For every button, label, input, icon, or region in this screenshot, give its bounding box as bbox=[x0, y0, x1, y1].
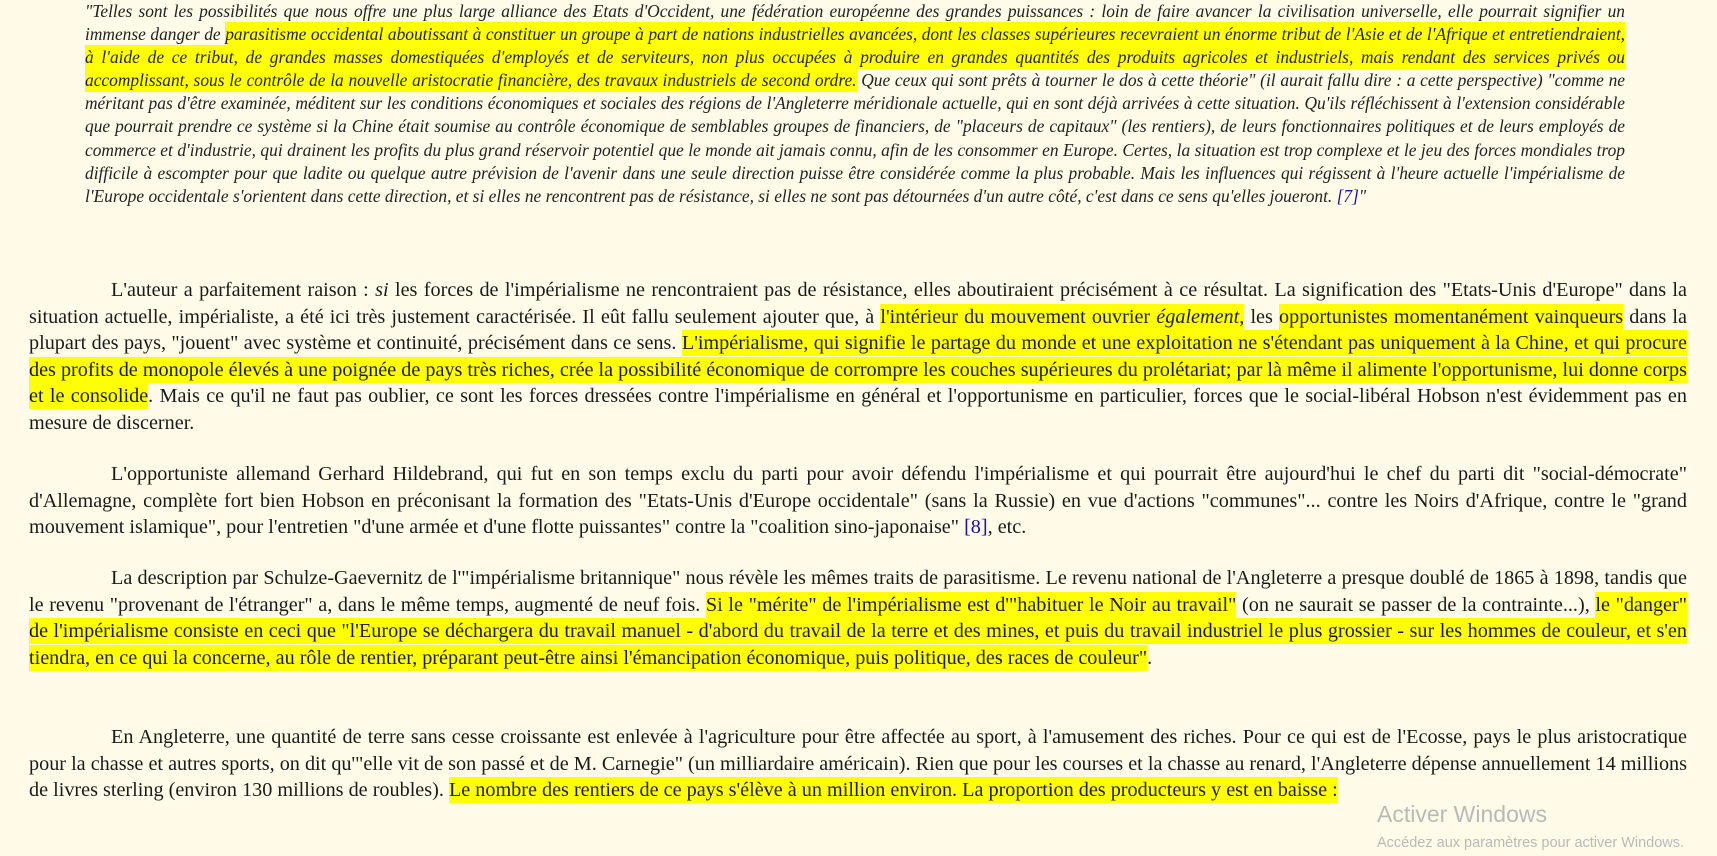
text: . Mais ce qu'il ne faut pas oublier, ce sont les forces dressées contre l'impérialisme en général et l'opportunisme en particulier, forces que le social-libéral Hobson n'est évidemment pas en mesure de discerner. bbox=[29, 385, 1687, 434]
quote-highlight: parasitisme occidental aboutissant à constituer un groupe à part de nations industrielles avancées, dont les classes supérieures recevraient un énorme tribut de l'Asie et de l'Afrique et entretiendraient, à l'aide de ce tribut, de grandes masses domestiquées d'employés et de serviteurs, non plus occupées à produire en grandes quantités des produits agricoles et industriels, mais rendant des services privés ou accomplissant, sous le contrôle de la nouvelle aristocratie financière, des travaux industriels de second ordre. bbox=[85, 24, 1626, 91]
footnote-link-8[interactable]: [8] bbox=[964, 516, 988, 539]
text: . bbox=[1147, 646, 1153, 669]
text: En Angleterre, une quantité de terre sans cesse croissante est enlevée à l'agriculture pour être affectée au sport, à l'amusement des riches. Pour ce qui est de l'Ecosse, pays le plus aristocratique pour la chasse et autres sports, on dit qu'"elle vit de son passé et de M. Carnegie" (un milliardaire américain). Rien que pour les courses et la chasse au renard, l'Angleterre dépense annuellement 14 millions de livres sterling (environ 130 millions de roubles). bbox=[29, 726, 1687, 802]
paragraph-3 bbox=[29, 565, 1687, 671]
text: L'opportuniste allemand Gerhard Hildebrand, qui fut en son temps exclu du parti pour avoir défendu l'impérialisme et qui pourrait être aujourd'hui le chef du parti dit "social-démocrate" d'Allemagne, complète fort bien Hobson en préconisant la formation des "Etats-Unis d'Europe occidentale" (sans la Russie) en vue d'actions "communes"... contre les Noirs d'Afrique, contre le "grand mouvement islamique", pour l'entretien "d'une armée et d'une flotte puissantes" contre la "coalition sino-japonaise" bbox=[29, 463, 1687, 539]
watermark-title: Activer Windows bbox=[1377, 801, 1547, 827]
footnote-link-7[interactable]: [7] bbox=[1336, 185, 1359, 206]
highlight bbox=[880, 304, 1244, 330]
highlight: Le nombre des rentiers de ce pays s'élève à un million environ. La proportion des producteurs y est en baisse : bbox=[448, 779, 1338, 802]
highlight: le "danger" de l'impérialisme consiste en ceci que "l'Europe se déchargera du travail manuel - d'abord du travail de la terre et des mines, et puis du travail industriel le plus grossier - sur les hommes de couleur, et s'en tiendra, en ce qui la concerne, au rôle de rentier, préparant peut-être ainsi l'émancipation économique, puis politique, des races de couleur" bbox=[29, 593, 1687, 669]
text: dans la plupart des pays, "jouent" avec système et continuité, précisément dans ce sens. bbox=[29, 305, 1687, 355]
paragraph-1 bbox=[29, 277, 1687, 437]
paragraph-4 bbox=[29, 724, 1687, 804]
emphasis: également bbox=[1156, 305, 1240, 328]
watermark-subtitle: Accédez aux paramètres pour activer Windows. bbox=[1377, 835, 1685, 851]
text: La description par Schulze-Gaevernitz de l'"impérialisme britannique" nous révèle les mêmes traits de parasitisme. Le revenu national de l'Angleterre a presque doublé de 1865 à 1898, tandis que le revenu "provenant de l'étranger" a, dans le même temps, augmenté de neuf fois. bbox=[29, 567, 1687, 616]
highlight: opportunistes momentanément vainqueurs bbox=[1279, 305, 1624, 328]
highlight-text: l'intérieur du mouvement ouvrier bbox=[880, 305, 1157, 328]
block-quote bbox=[85, 0, 1625, 208]
highlight-text: , bbox=[1239, 305, 1245, 328]
text: , etc. bbox=[987, 516, 1027, 539]
highlight: Si le "mérite" de l'impérialisme est d'"habituer le Noir au travail" bbox=[705, 593, 1237, 616]
windows-activation-watermark bbox=[1377, 800, 1684, 854]
highlight: L'impérialisme, qui signifie le partage du monde et une exploitation ne s'étendant pas uniquement à la Chine, et qui procure des profits de monopole élevés à une poignée de pays très riches, crée la possibilité économique de corrompre les couches supérieures du prolétariat; par là même il alimente l'opportunisme, lui donne corps et le consolide bbox=[29, 332, 1687, 408]
text: (on ne saurait se passer de la contrainte...), bbox=[1236, 593, 1596, 616]
text: les bbox=[1244, 305, 1279, 328]
text: L'auteur a parfaitement raison : bbox=[111, 279, 376, 301]
text: les forces de l'impérialisme ne rencontraient pas de résistance, elles aboutiraient précisément à ce résultat. La signification des "Etats-Unis d'Europe" dans la situation actuelle, impérialiste, a été ici très justement caractérisée. Il eût fallu seulement ajouter que, à bbox=[29, 279, 1687, 328]
quote-text: "Telles sont les possibilités que nous offre une plus large alliance des Etats d'Occident, une fédération européenne des grandes puissances : loin de faire avancer la civilisation universelle, elle pourrait signifier un immense danger de bbox=[85, 1, 1625, 45]
quote-text: Que ceux qui sont prêts à tourner le dos à cette théorie" (il aurait fallu dire : a cette perspective) "comme ne méritant pas d'être examinée, méditent sur les conditions économiques et sociales des régions de l'Angleterre méridionale actuelle, qui en sont déjà arrivées à cette situation. Qu'ils réfléchissent à l'extension considérable que pourrait prendre ce système si la Chine était soumise au contrôle économique de semblables groupes de financiers, de "placeurs de capitaux" (les rentiers), de leurs fonctionnaires politiques et de leurs employés de commerce et d'industrie, qui drainent les profits du plus grand réservoir potentiel que le monde ait jamais connu, afin de les consommer en Europe. Certes, la situation est trop complexe et le jeu des forces mondiales trop difficile à escompter pour que ladite ou quelque autre prévision de l'avenir dans une seule direction puisse être considérée comme la plus probable. Mais les influences qui régissent à l'heure actuelle l'impérialisme de l'Europe occidentale s'orientent dans cette direction, et si elles ne rencontrent pas de résistance, si elles ne sont pas détournées d'un autre côté, c'est dans ce sens qu'elles joueront. bbox=[85, 70, 1626, 206]
quote-text: " bbox=[1358, 185, 1367, 206]
emphasis: si bbox=[375, 279, 389, 301]
paragraph-2 bbox=[29, 461, 1687, 541]
